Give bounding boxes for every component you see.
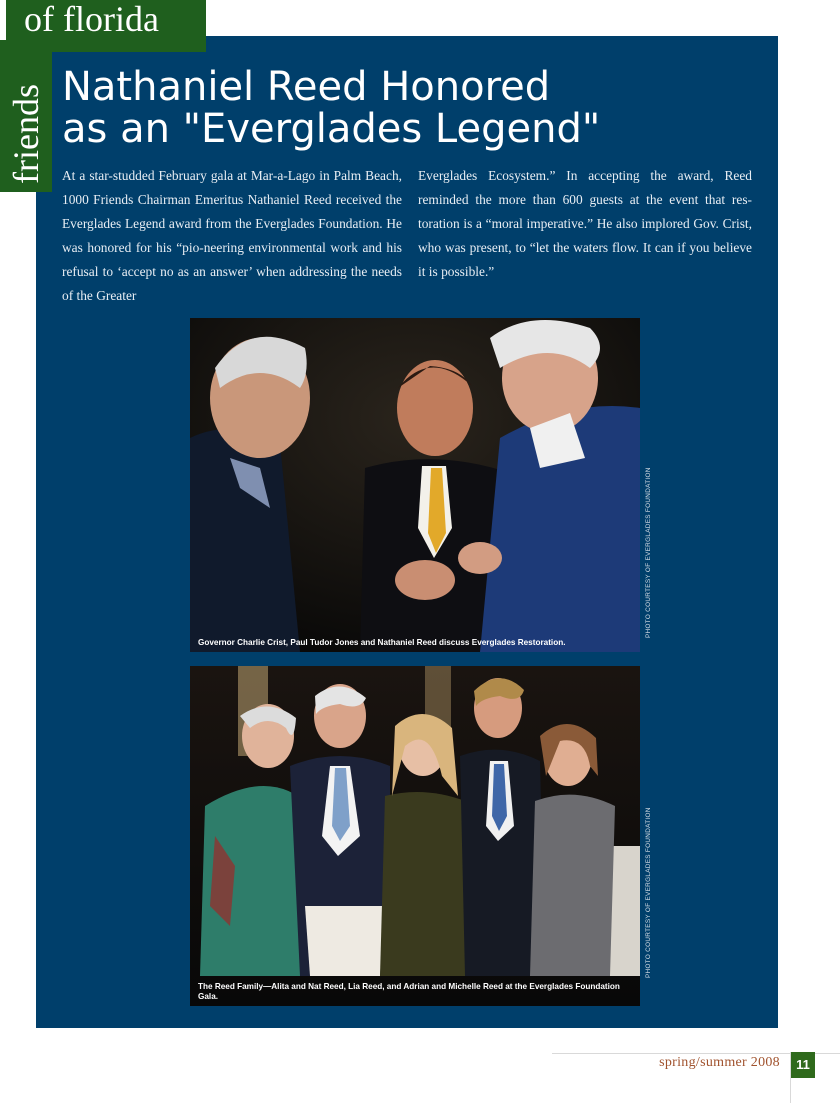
photo-2-credit: PHOTO COURTESY OF EVERGLADES FOUNDATION: [645, 807, 652, 978]
body-column-left: At a star-studded February gala at Mar-a-Lago in Palm Beach, 1000 Friends Chairman Emeritus Nathaniel Reed received the Everglades Legend award from the Everglades Foundation. He was honored for his “pio-neering environmental work and his refusal to ‘accept no as an answer’ when addressing the needs of the Greater: [62, 168, 402, 303]
photo-1-caption: Governor Charlie Crist, Paul Tudor Jones and Nathaniel Reed discuss Everglades Restoration.: [198, 638, 566, 647]
photo-1-illustration: [190, 318, 640, 652]
photo-2-illustration: [190, 666, 640, 1006]
masthead-of-florida: of florida: [24, 0, 159, 39]
body-column-right: Everglades Ecosystem.” In accepting the award, Reed reminded the more than 600 guests at the event that res-toration is a “moral imperative.” He also implored Gov. Crist, who was present, to “let the waters flow. It can if you believe it is possible.”: [418, 168, 752, 279]
photo-1-credit: PHOTO COURTESY OF EVERGLADES FOUNDATION: [645, 467, 652, 638]
article-title: [62, 66, 702, 150]
photo-2-caption: The Reed Family—Alita and Nat Reed, Lia Reed, and Adrian and Michelle Reed at the Everglades Foundation Gala.: [198, 982, 620, 1001]
page-number: 11: [791, 1052, 815, 1078]
masthead-friends: friends: [6, 84, 46, 184]
article-title-line-2: as an "Everglades Legend": [62, 106, 601, 152]
article-title-line-1: Nathaniel Reed Honored: [62, 64, 551, 110]
footer-issue-label: spring/summer 2008: [659, 1055, 780, 1070]
photo-reed-family: [190, 666, 640, 1006]
photo-crist-jones-reed: [190, 318, 640, 652]
